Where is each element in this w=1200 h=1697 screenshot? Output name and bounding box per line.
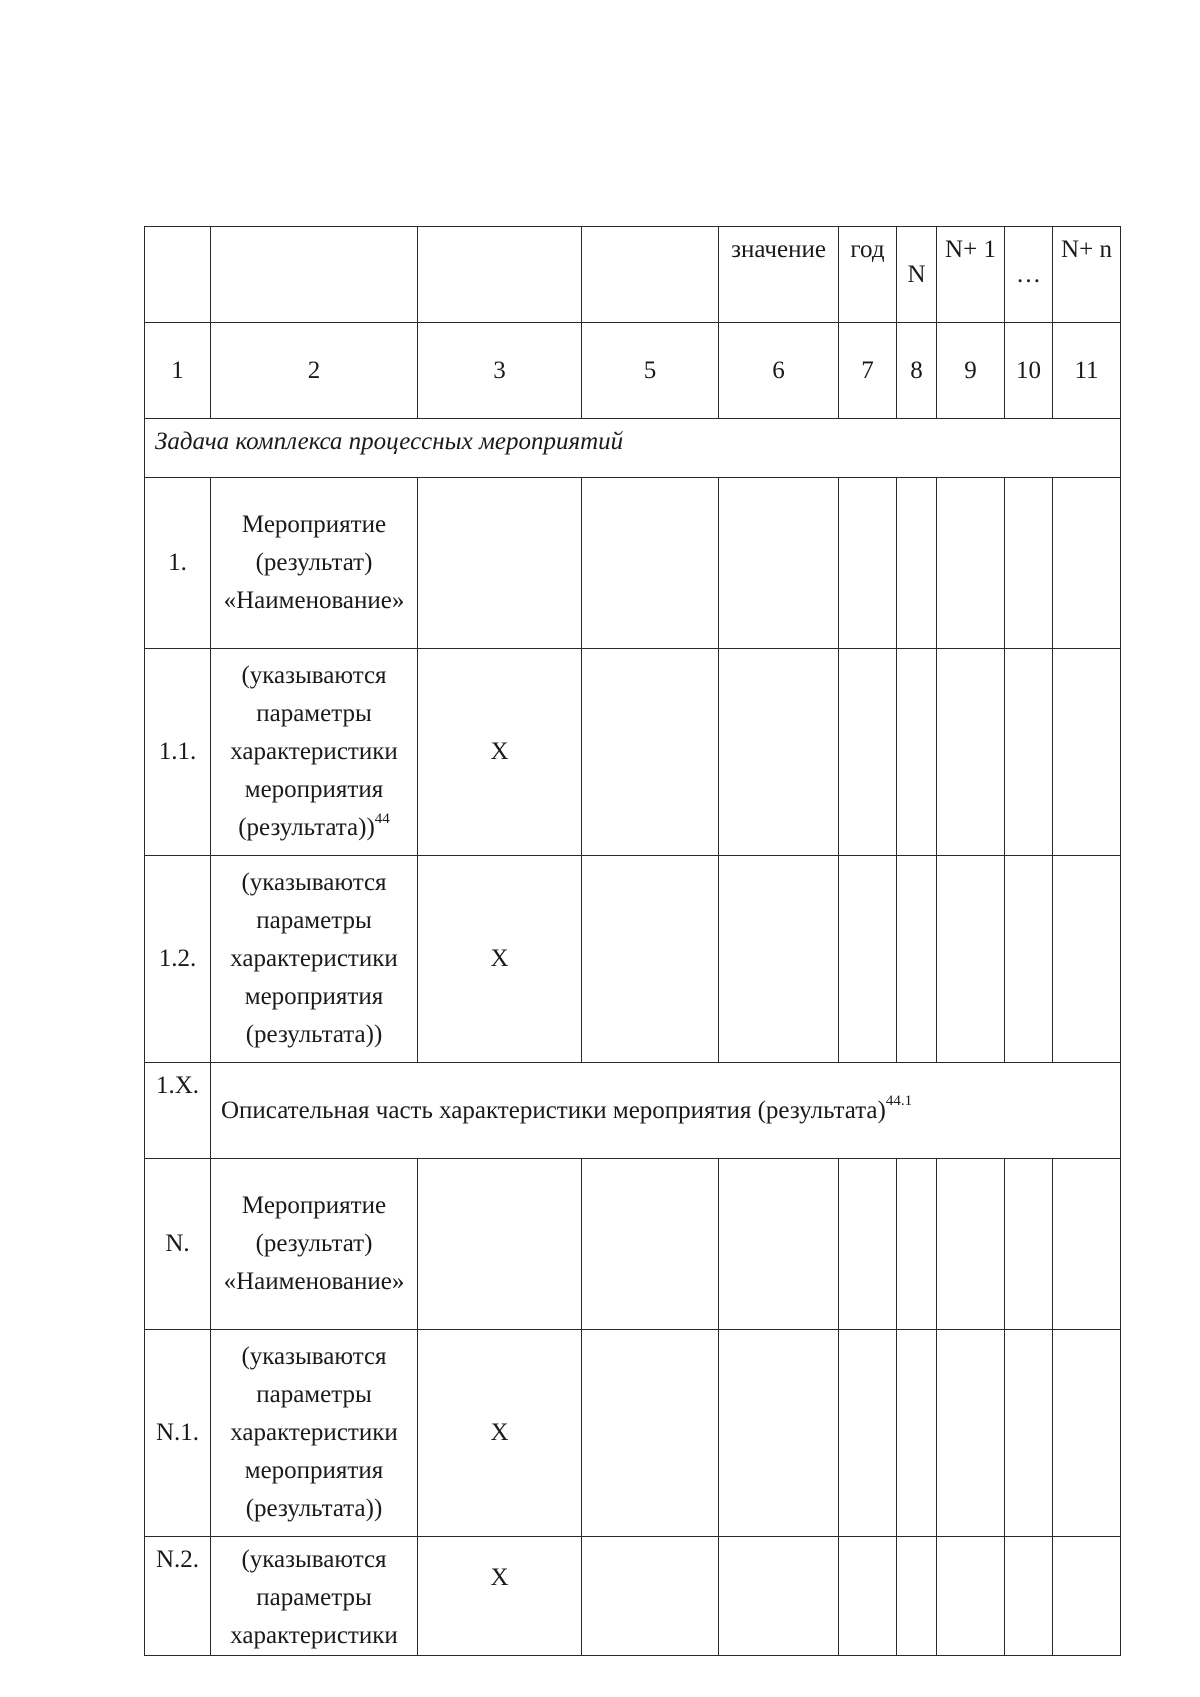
row-name: (указываются параметры характеристики мероприятия (результата))$^{44}$	[211, 649, 418, 856]
column-number: 11	[1053, 323, 1121, 419]
column-number: 9	[937, 323, 1005, 419]
footnote-ref: 44	[374, 810, 390, 827]
table-row	[145, 478, 1121, 649]
row-number: 1.	[145, 478, 211, 649]
measures-table	[144, 226, 1121, 1656]
row-number: N.2.	[145, 1537, 211, 1656]
row-col3: X	[418, 1330, 582, 1537]
table-row	[145, 856, 1121, 1063]
column-number: 3	[418, 323, 582, 419]
row-number: 1.1.	[145, 649, 211, 856]
table-row	[145, 649, 1121, 856]
descriptive-row	[145, 1063, 1121, 1159]
header-cell-7: год	[839, 227, 897, 323]
column-number: 2	[211, 323, 418, 419]
row-col3: X	[418, 856, 582, 1063]
footnote-ref: 44.1	[885, 1093, 913, 1110]
row-name: (указываются параметры характеристики	[211, 1537, 418, 1656]
column-number: 7	[839, 323, 897, 419]
column-number: 6	[719, 323, 839, 419]
row-col3	[418, 478, 582, 649]
row-name: (указываются параметры характеристики мероприятия (результата))	[211, 1330, 418, 1537]
row-name: (указываются параметры характеристики мероприятия (результата))	[211, 856, 418, 1063]
row-name: Мероприятие (результат) «Наименование»	[211, 478, 418, 649]
task-title: Задача комплекса процессных мероприятий	[145, 419, 1121, 478]
header-cell-8: N	[897, 227, 937, 323]
column-number: 1	[145, 323, 211, 419]
task-row	[145, 419, 1121, 478]
row-number: 1.X.	[145, 1063, 211, 1159]
table-row	[145, 1330, 1121, 1537]
row-number: N.1.	[145, 1330, 211, 1537]
table-row	[145, 1159, 1121, 1330]
header-cell-10: …	[1005, 227, 1053, 323]
header-cell-9: N+ 1	[937, 227, 1005, 323]
row-col3	[418, 1159, 582, 1330]
row-name: Мероприятие (результат) «Наименование»	[211, 1159, 418, 1330]
header-cell-2	[211, 227, 418, 323]
row-col3: X	[418, 649, 582, 856]
descriptive-text: Описательная часть характеристики мероприятия (результата)$^{44.1}$	[211, 1063, 1121, 1159]
column-number: 10	[1005, 323, 1053, 419]
header-cell-3	[418, 227, 582, 323]
header-cell-11: N+ n	[1053, 227, 1121, 323]
header-cell-1	[145, 227, 211, 323]
header-row	[145, 227, 1121, 323]
row-number: 1.2.	[145, 856, 211, 1063]
header-cell-5	[582, 227, 719, 323]
column-number: 8	[897, 323, 937, 419]
row-number: N.	[145, 1159, 211, 1330]
header-cell-6: значение	[719, 227, 839, 323]
row-col3: X	[418, 1537, 582, 1656]
column-number: 5	[582, 323, 719, 419]
table-row	[145, 1537, 1121, 1656]
column-numbers-row	[145, 323, 1121, 419]
